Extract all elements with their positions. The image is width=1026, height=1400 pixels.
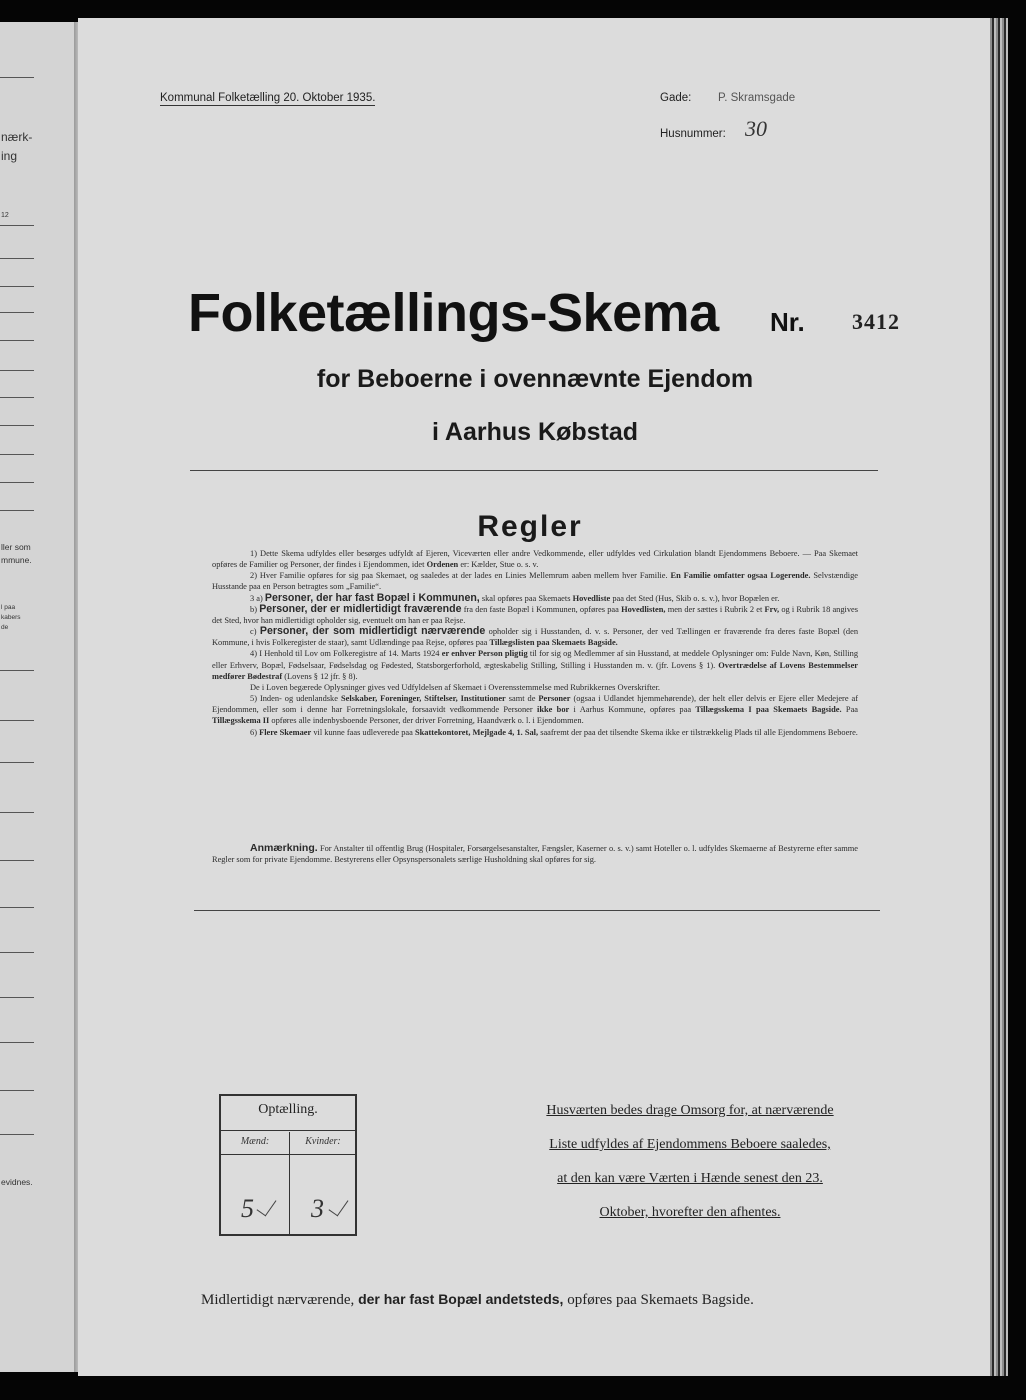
left-page-fragment: ing (1, 149, 18, 163)
checkmark-icon (329, 1195, 349, 1217)
left-page-strip (0, 22, 76, 1372)
annotation-note (212, 843, 858, 866)
notice-line: Husværten bedes drage Omsorg for, at nærværende (546, 1103, 834, 1118)
rules-heading: Regler (477, 510, 583, 543)
men-label: Mænd: (240, 1136, 270, 1147)
footer-note (201, 1291, 881, 1309)
men-count: 5 (241, 1194, 254, 1223)
census-header-label: Kommunal Folketælling 20. Oktober 1935. (160, 92, 376, 104)
left-page-fragment: de (1, 624, 9, 631)
rule-1: 1) Dette Skema udfyldes eller besørges udfyldt af Ejeren, Viceværten eller andre Vedkommende, eller udfyldes ved Cirkulation blandt Ejendommens Beboere. — Paa Skemaet opføres de Familier og Personer, der findes i Ejendommen, idet Ordenen er: Kælder, Stue o. s. v. (212, 549, 858, 570)
rules-body (212, 548, 858, 738)
footer-bold-text: der har fast Bopæl andetsteds, (358, 1291, 564, 1307)
footer-text: opføres paa Skemaets Bagside. (567, 1292, 754, 1308)
rule-2: 2) Hver Familie opføres for sig paa Skemaet, og saaledes at der lades en Linies Mellemrum aaben mellem hver Familie. En Familie omfatter ogsaa Logerende. Selvstændige Husstande paa en Person betragtes som „Familie“. (212, 571, 859, 592)
footer-text: Midlertidigt nærværende, (201, 1292, 355, 1308)
rule-3c: c) Personer, der som midlertidigt nærværende opholder sig i Husstanden, d. v. s. Personer, der ved Tællingen er fraværende fra deres faste Bopæl (den Kommune, i hvis Folkeregister de staar), samt Udlændinge paa Rejse, opføres paa Tillægslisten paa Skemaets Bagside. (212, 625, 859, 648)
count-box-divider (221, 1154, 355, 1155)
notice-line: Liste udfyldes af Ejendommens Beboere saaledes, (549, 1137, 831, 1152)
form-number-value: 3412 (852, 309, 900, 334)
form-title: Folketællings-Skema (188, 283, 719, 343)
annotation-text: For Anstalter til offentlig Brug (Hospitaler, Forsørgelsesanstalter, Fængsler, Kaserner o. s. v.) samt Hoteller o. l. udfyldes Skemaerne af Bestyrerne efter samme Regler som for private Ejendomme. Bestyrerens eller Opsynspersonalets særlige Husholdning skal opføres for sig. (212, 844, 858, 865)
street-value: P. Skramsgade (718, 92, 796, 104)
house-number-value: 30 (745, 116, 767, 141)
divider-line (194, 910, 880, 911)
checkmark-icon (257, 1195, 277, 1217)
page-stack-edge (990, 18, 1008, 1376)
notice-line: at den kan være Værten i Hænde senest den 23. (557, 1171, 823, 1186)
notice-line: Oktober, hvorefter den afhentes. (599, 1205, 781, 1220)
left-page-fragment: ller som (1, 542, 31, 552)
left-page-fragment: evidnes. (1, 1177, 33, 1187)
left-page-fragment: kabers (1, 614, 21, 621)
rule-6: 6) Flere Skemaer vil kunne faas udleverede paa Skattekontoret, Mejlgade 4, 1. Sal, saafremt der paa det tilsendte Skema ikke er tilstrækkelig Plads til alle Ejendommens Beboere. (250, 727, 858, 737)
women-count: 3 (311, 1194, 324, 1223)
street-label: Gade: (660, 92, 692, 104)
form-number-label: Nr. (770, 307, 805, 337)
landlord-notice (520, 1094, 860, 1230)
annotation-label: Anmærkning. (250, 842, 318, 854)
left-page-fragment: 12 (1, 212, 9, 219)
left-page-fragment: nærk- (1, 130, 33, 144)
divider-line (190, 470, 878, 471)
form-subtitle: for Beboerne i ovennævnte Ejendom (316, 365, 754, 393)
rule-3b: b) Personer, der er midlertidigt fraværende fra den faste Bopæl i Kommunen, opføres paa Hovedlisten, men der sættes i Rubrik 2 et Frv, og i Rubrik 18 angives det Sted, hvor han midlertidigt opholder sig, eventuelt om han er paa Rejse. (212, 602, 859, 625)
rule-5: 5) Inden- og udenlandske Selskaber, Foreninger, Stiftelser, Institutioner samt de Personer (ogsaa i Udlandet hjemmehørende), der helt eller delvis er Ejere eller Medejere af Ejendommen, eller som i denne har Forretningslokale, forsaavidt vedkommende Personer ikke bor i Aarhus Kommune, opføres paa Tillægsskema I paa Skemaets Bagside. Paa Tillægsskema II opføres alle indenbysboende Personer, der driver Forretning, Haandværk o. l. i Ejendommen. (212, 694, 859, 726)
left-page-fragment: l paa (1, 604, 16, 611)
form-subtitle-city: i Aarhus Købstad (431, 418, 639, 446)
rule-3a: 3 a) Personer, der har fast Bopæl i Kommunen, skal opføres paa Skemaets Hovedliste paa det Sted (Hus, Skib o. s. v.), hvor Bopælen er. (250, 591, 780, 604)
house-number-label: Husnummer: (660, 128, 726, 140)
rule-4: 4) I Henhold til Lov om Folkeregistre af 14. Marts 1924 er enhver Person pligtig til for sig og Medlemmer af sin Husstand, at meddele Oplysninger om: Fulde Navn, Køn, Stilling eller Erhverv, Bopæl, Fødselsaar, Fødselsdag og Fødested, Statsborgerforhold, ægteskabelig Stilling, Stilling i Husstanden m. v. (jfr. Lovens § 1). Overtrædelse af Lovens Bestemmelser medfører Bødestraf (Lovens § 12 jfr. § 8). (212, 649, 859, 681)
count-box (219, 1094, 357, 1236)
count-box-column-divider (289, 1132, 290, 1236)
rule-4b: De i Loven begærede Oplysninger gives ved Udfyldelsen af Skemaet i Overensstemmelse med Rubrikkernes Overskrifter. (250, 682, 661, 692)
left-page-fragment: mmune. (1, 555, 32, 565)
count-box-divider (221, 1130, 355, 1131)
women-label: Kvinder: (305, 1136, 341, 1147)
count-box-title: Optælling. (258, 1102, 318, 1117)
